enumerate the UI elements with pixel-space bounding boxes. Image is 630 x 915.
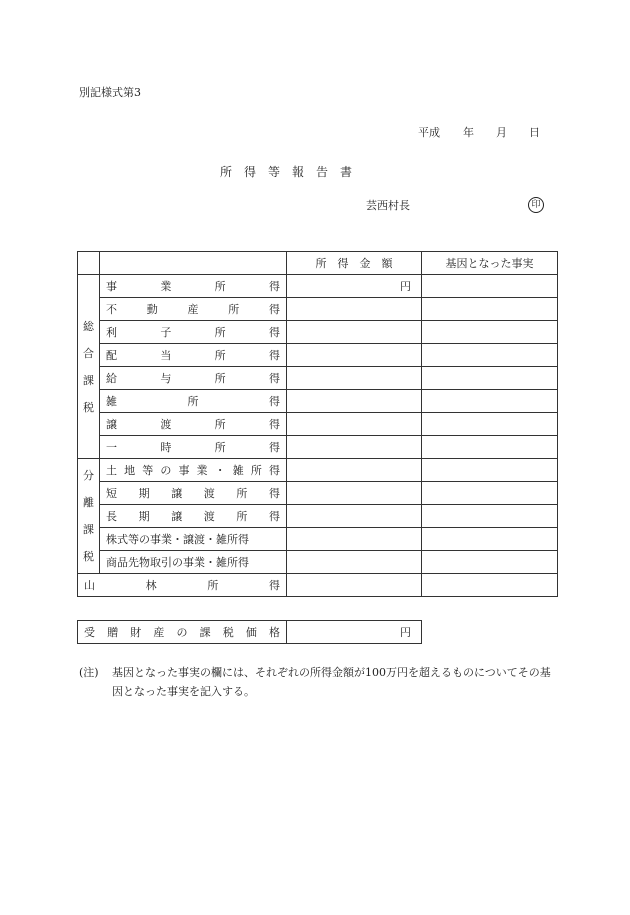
label-char: 価 xyxy=(245,626,257,639)
header-corner xyxy=(78,252,100,275)
label-char: 格 xyxy=(269,626,280,639)
label-char: 不 xyxy=(106,303,117,316)
footnote xyxy=(79,663,559,701)
header-basis: 基因となった事実 xyxy=(422,252,558,275)
basis-cell[interactable] xyxy=(422,436,558,459)
gift-amount: 円 xyxy=(287,621,422,644)
label-char: 林 xyxy=(145,579,157,592)
income-table xyxy=(77,251,558,597)
label-char: 事 xyxy=(106,280,117,293)
category-cell xyxy=(78,275,100,459)
category-cell xyxy=(78,459,100,574)
label-char: 所 xyxy=(250,464,262,477)
basis-cell[interactable] xyxy=(422,275,558,298)
label-char: 税 xyxy=(222,626,234,639)
basis-cell[interactable] xyxy=(422,321,558,344)
label-char: 期 xyxy=(138,487,150,500)
form-label: 別記様式第3 xyxy=(79,86,141,99)
label-char: 雑 xyxy=(232,464,244,477)
label-char: 所 xyxy=(214,418,226,431)
label-char: 期 xyxy=(138,510,150,523)
category-char: 課 xyxy=(83,523,94,536)
label-char: 所 xyxy=(214,441,226,454)
label-char: 業 xyxy=(160,280,172,293)
basis-cell[interactable] xyxy=(422,367,558,390)
table-row xyxy=(78,574,558,597)
label-char: 受 xyxy=(84,626,95,639)
basis-cell[interactable] xyxy=(422,528,558,551)
income-type-label xyxy=(100,482,287,505)
label-char: 業 xyxy=(196,464,208,477)
seal-mark: 印 xyxy=(528,197,544,213)
income-amount-cell[interactable] xyxy=(287,367,422,390)
income-type-label xyxy=(100,390,287,413)
label-char: 譲 xyxy=(171,487,183,500)
table-row xyxy=(78,482,558,505)
label-char: 所 xyxy=(236,510,248,523)
label-char: 渡 xyxy=(160,418,172,431)
label-char: 株式等の事業・譲渡・雑所得 xyxy=(106,533,249,546)
basis-cell[interactable] xyxy=(422,459,558,482)
table-row xyxy=(78,413,558,436)
label-char: 譲 xyxy=(171,510,183,523)
table-row xyxy=(78,321,558,344)
income-amount-cell[interactable] xyxy=(287,298,422,321)
label-char: 渡 xyxy=(203,487,215,500)
gift-table xyxy=(77,620,422,644)
recipient: 芸西村長 xyxy=(366,199,410,212)
label-char: 長 xyxy=(106,510,117,523)
date-month: 月 xyxy=(496,126,507,139)
category-char: 税 xyxy=(83,400,94,414)
label-char: の xyxy=(176,626,188,639)
table-row xyxy=(78,275,558,298)
label-char: 得 xyxy=(268,510,280,523)
label-char: ・ xyxy=(214,464,226,477)
label-char: 所 xyxy=(236,487,248,500)
income-type-label xyxy=(100,551,287,574)
label-char: 動 xyxy=(146,303,158,316)
header-income-amount: 所 得 金 額 xyxy=(287,252,422,275)
label-char: 得 xyxy=(268,326,280,339)
label-char: 産 xyxy=(153,626,165,639)
label-char: 得 xyxy=(268,441,280,454)
label-char: 土 xyxy=(106,464,117,477)
basis-cell[interactable] xyxy=(422,551,558,574)
category-char: 分 xyxy=(83,469,94,482)
category-char: 課 xyxy=(83,373,94,387)
label-char: 所 xyxy=(214,372,226,385)
label-char: 渡 xyxy=(203,510,215,523)
basis-cell[interactable] xyxy=(422,344,558,367)
label-char: 所 xyxy=(214,280,226,293)
label-char: 事 xyxy=(178,464,190,477)
income-type-label xyxy=(100,528,287,551)
label-char: 時 xyxy=(160,441,172,454)
income-amount-cell[interactable] xyxy=(287,551,422,574)
basis-cell[interactable] xyxy=(422,298,558,321)
label-char: 財 xyxy=(130,626,142,639)
date-era: 平成 xyxy=(418,126,440,139)
income-amount-cell[interactable] xyxy=(287,574,422,597)
label-char: 得 xyxy=(268,418,280,431)
label-char: 得 xyxy=(269,303,280,316)
income-type-label xyxy=(100,436,287,459)
label-char: 所 xyxy=(214,349,226,362)
income-amount-cell[interactable] xyxy=(287,459,422,482)
category-char: 離 xyxy=(83,496,94,509)
date-day: 日 xyxy=(529,126,540,139)
label-char: 得 xyxy=(268,280,280,293)
label-char: 商品先物取引の事業・雑所得 xyxy=(106,556,249,569)
income-amount-cell[interactable] xyxy=(287,482,422,505)
label-char: 贈 xyxy=(107,626,119,639)
income-type-label xyxy=(100,344,287,367)
footnote-mark: (注) xyxy=(79,666,99,679)
income-type-label xyxy=(100,505,287,528)
income-amount-cell[interactable] xyxy=(287,344,422,367)
table-header-row xyxy=(78,252,558,275)
gift-label xyxy=(78,621,287,644)
label-char: 利 xyxy=(106,326,117,339)
label-char: 配 xyxy=(106,349,117,362)
income-amount-cell[interactable] xyxy=(287,528,422,551)
label-char: 所 xyxy=(228,303,240,316)
category-char: 税 xyxy=(83,550,94,563)
footnote-text: 基因となった事実の欄には、それぞれの所得金額が100万円を超えるものについてその基因となった事実を記入する。 xyxy=(112,666,551,698)
table-row xyxy=(78,459,558,482)
label-char: 短 xyxy=(106,487,117,500)
label-char: 所 xyxy=(187,395,199,408)
income-amount-cell[interactable] xyxy=(287,436,422,459)
table-row xyxy=(78,436,558,459)
label-char: 得 xyxy=(269,395,280,408)
gift-row xyxy=(78,621,422,644)
income-amount-cell[interactable]: 円 xyxy=(287,275,422,298)
label-char: 所 xyxy=(207,579,219,592)
basis-cell[interactable] xyxy=(422,413,558,436)
label-char: 得 xyxy=(268,372,280,385)
basis-cell[interactable] xyxy=(422,574,558,597)
label-char: の xyxy=(160,464,172,477)
basis-cell[interactable] xyxy=(422,390,558,413)
label-char: 給 xyxy=(106,372,117,385)
income-type-label xyxy=(100,321,287,344)
label-char: 所 xyxy=(214,326,226,339)
label-char: 得 xyxy=(268,349,280,362)
label-char: 山 xyxy=(84,579,95,592)
income-amount-cell[interactable] xyxy=(287,390,422,413)
table-row xyxy=(78,298,558,321)
table-row xyxy=(78,367,558,390)
table-row xyxy=(78,390,558,413)
income-amount-cell[interactable] xyxy=(287,413,422,436)
header-blank xyxy=(100,252,287,275)
income-amount-cell[interactable] xyxy=(287,321,422,344)
date-line xyxy=(418,124,540,140)
income-type-label xyxy=(78,574,287,597)
label-char: 等 xyxy=(142,464,154,477)
label-char: 課 xyxy=(199,626,211,639)
income-type-label xyxy=(100,367,287,390)
label-char: 与 xyxy=(160,372,172,385)
income-type-label xyxy=(100,413,287,436)
category-char: 総 xyxy=(83,319,94,333)
label-char: 子 xyxy=(160,326,172,339)
label-char: 当 xyxy=(160,349,172,362)
income-type-label xyxy=(100,298,287,321)
label-char: 得 xyxy=(268,464,280,477)
income-amount-cell[interactable] xyxy=(287,505,422,528)
label-char: 譲 xyxy=(106,418,117,431)
label-char: 一 xyxy=(106,441,117,454)
label-char: 得 xyxy=(268,487,280,500)
date-year: 年 xyxy=(463,126,474,139)
label-char: 地 xyxy=(124,464,136,477)
income-type-label xyxy=(100,275,287,298)
table-row xyxy=(78,505,558,528)
basis-cell[interactable] xyxy=(422,482,558,505)
document-title: 所 得 等 報 告 書 xyxy=(220,165,353,179)
table-row xyxy=(78,344,558,367)
table-row xyxy=(78,528,558,551)
table-row xyxy=(78,551,558,574)
label-char: 雑 xyxy=(106,395,117,408)
income-type-label xyxy=(100,459,287,482)
category-char: 合 xyxy=(83,346,94,360)
basis-cell[interactable] xyxy=(422,505,558,528)
label-char: 得 xyxy=(268,579,280,592)
label-char: 産 xyxy=(187,303,199,316)
